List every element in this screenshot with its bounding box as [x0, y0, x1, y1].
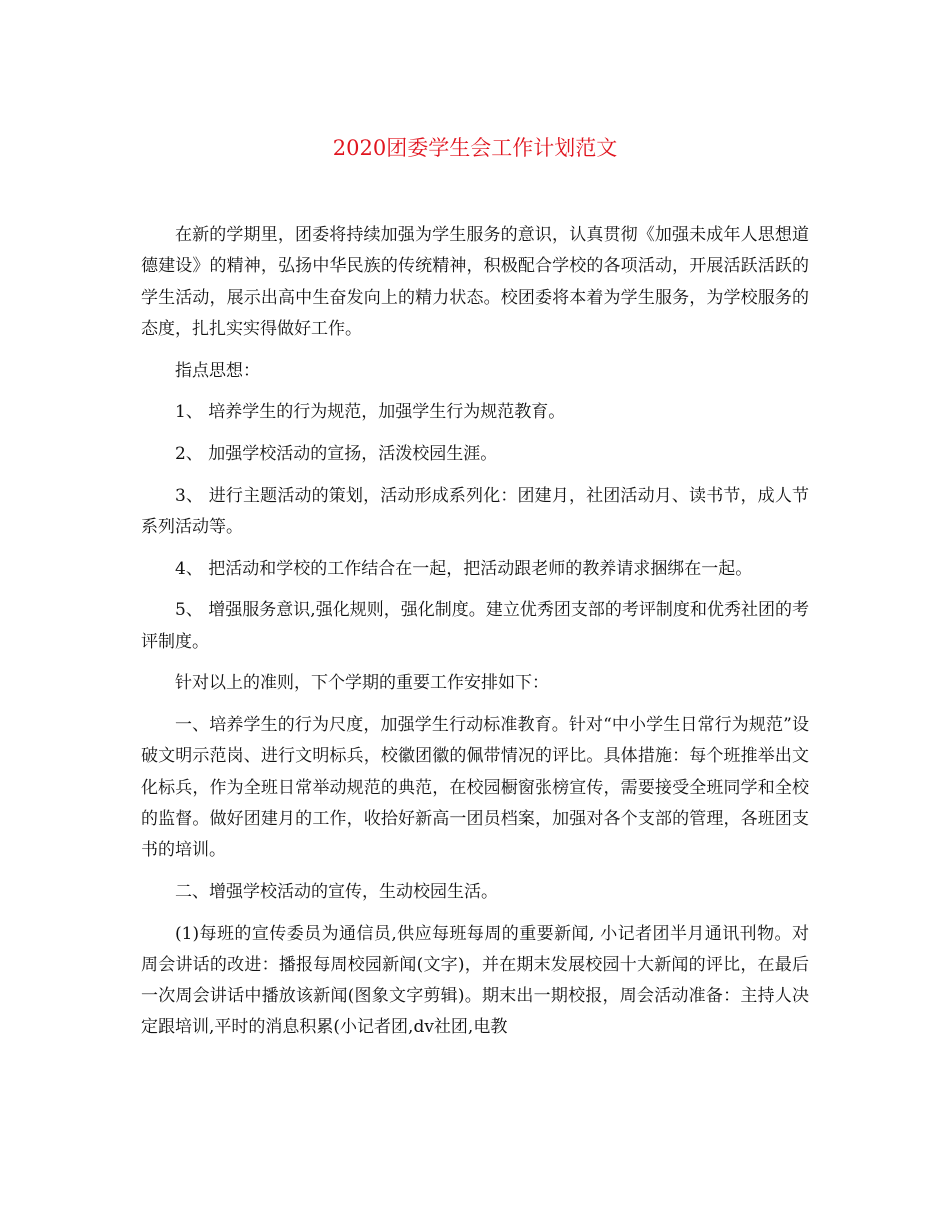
paragraph-item-1: 1、 培养学生的行为规范，加强学生行为规范教育。	[175, 402, 566, 423]
paragraph-section-2-heading: 二、增强学校活动的宣传，生动校园生活。	[175, 881, 498, 902]
document-body	[141, 220, 809, 1054]
paragraph-intro: 在新的学期里，团委将持续加强为学生服务的意识，认真贯彻《加强未成年人思想道德建设》的精神，弘扬中华民族的传统精神，积极配合学校的各项活动，开展活跃活跃的学生活动，展示出高中生奋发向上的精力状态。校团委将本着为学生服务，为学校服务的态度，扎扎实实得做好工作。	[141, 225, 809, 339]
paragraph-item-4: 4、 把活动和学校的工作结合在一起，把活动跟老师的教养请求捆绑在一起。	[175, 558, 753, 579]
paragraph-guiding-thought: 指点思想：	[175, 360, 260, 381]
paragraph-item-3: 3、 进行主题活动的策划，活动形成系列化：团建月，社团活动月、读书节，成人节系列活动等。	[141, 485, 809, 537]
paragraph-section-1: 一、培养学生的行为尺度，加强学生行动标准教育。针对“中小学生日常行为规范”设破文明示范岗、进行文明标兵，校徽团徽的佩带情况的评比。具体措施：每个班推举出文化标兵，作为全班日常举动规范的典范，在校园橱窗张榜宣传，需要接受全班同学和全校的监督。做好团建月的工作，收拾好新高一团员档案，加强对各个支部的管理，各班团支书的培训。	[141, 714, 809, 861]
paragraph-item-5: 5、 增强服务意识,强化规则，强化制度。建立优秀团支部的考评制度和优秀社团的考评制度。	[141, 600, 809, 652]
paragraph-item-2: 2、 加强学校活动的宣扬，活泼校园生涯。	[175, 443, 498, 464]
paragraph-arrangement-intro: 针对以上的准则，下个学期的重要工作安排如下：	[175, 673, 549, 694]
paragraph-section-2-item-1: (1)每班的宣传委员为通信员,供应每班每周的重要新闻, 小记者团半月通讯刊物。对周会讲话的改进：播报每周校园新闻(文字)，并在期末发展校园十大新闻的评比，在最后一次周会讲话中播放该新闻(图象文字剪辑)。期末出一期校报，周会活动准备：主持人决定跟培训,平时的消息积累(小记者团,dv社团,电教	[141, 923, 809, 1038]
document-title: 2020团委学生会工作计划范文	[332, 136, 618, 160]
